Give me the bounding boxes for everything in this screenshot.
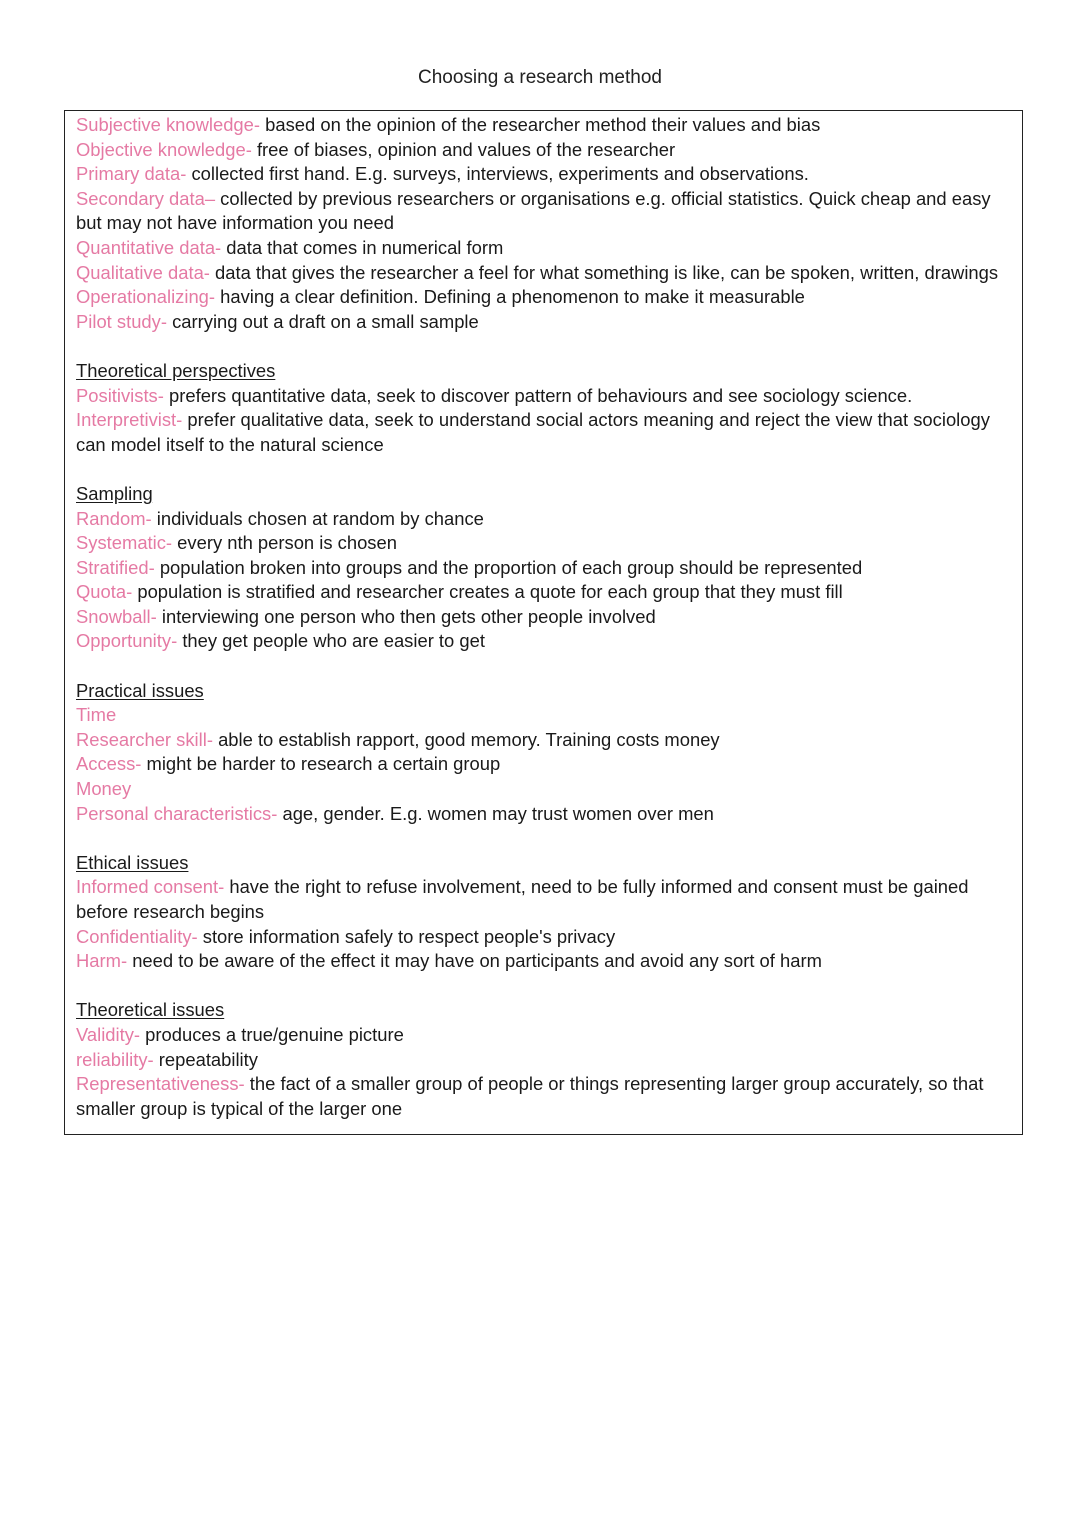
term-definition: able to establish rapport, good memory. Training costs money xyxy=(218,728,720,750)
term-label: Money xyxy=(76,778,132,800)
definition-item xyxy=(76,777,1012,802)
definition-item xyxy=(76,408,1012,457)
definition-item xyxy=(76,285,1012,310)
term-definition: having a clear definition. Defining a phenomenon to make it measurable xyxy=(220,286,805,308)
term-definition: carrying out a draft on a small sample xyxy=(172,310,479,332)
term-definition: they get people who are easier to get xyxy=(182,630,485,652)
term-definition: repeatability xyxy=(158,1048,258,1070)
term-label: Objective knowledge- xyxy=(76,138,257,160)
term-label: Informed consent- xyxy=(76,876,230,898)
term-label: Representativeness- xyxy=(76,1073,250,1095)
definition-item xyxy=(76,113,1012,138)
term-definition: might be harder to research a certain group xyxy=(146,753,501,775)
definition-item xyxy=(76,703,1012,728)
term-label: Systematic- xyxy=(76,532,178,554)
term-definition: prefer qualitative data, seek to understand social actors meaning and reject the view that sociology can model itself to the natural science xyxy=(76,409,990,455)
notes-box xyxy=(64,110,1023,1135)
term-definition: the fact of a smaller group of people or things representing larger group accurately, so that smaller group is typical of the larger one xyxy=(76,1073,984,1119)
definition-item xyxy=(76,629,1012,654)
definition-item xyxy=(76,507,1012,532)
term-label: Quantitative data- xyxy=(76,236,227,258)
term-definition: produces a true/genuine picture xyxy=(145,1023,404,1045)
definition-item xyxy=(76,875,1012,924)
term-label: Snowball- xyxy=(76,605,162,627)
definitions-list xyxy=(76,113,1012,334)
term-definition: data that gives the researcher a feel for what something is like, can be spoken, written, drawings xyxy=(215,261,999,283)
definition-item xyxy=(76,261,1012,286)
page-title: Choosing a research method xyxy=(418,67,662,88)
definition-item xyxy=(76,531,1012,556)
section-heading: Practical issues xyxy=(76,679,204,701)
definition-item xyxy=(76,605,1012,630)
term-label: Primary data- xyxy=(76,163,192,185)
definition-item xyxy=(76,580,1012,605)
definition-item xyxy=(76,310,1012,335)
definition-item xyxy=(76,1023,1012,1048)
term-label: reliability- xyxy=(76,1048,159,1070)
term-label: Opportunity- xyxy=(76,630,183,652)
definition-item xyxy=(76,1048,1012,1073)
definition-item xyxy=(76,384,1012,409)
term-definition: collected by previous researchers or organisations e.g. official statistics. Quick cheap and easy but may not have information you need xyxy=(76,187,991,234)
section-theoretical-issues xyxy=(76,998,1012,1121)
term-label: Random- xyxy=(76,507,157,529)
term-definition: prefers quantitative data, seek to discover pattern of behaviours and see sociology science. xyxy=(169,384,913,406)
term-definition: age, gender. E.g. women may trust women over men xyxy=(282,802,714,824)
term-label: Quota- xyxy=(76,581,138,603)
section-heading: Sampling xyxy=(76,482,153,504)
term-label: Confidentiality- xyxy=(76,925,203,947)
section-sampling xyxy=(76,482,1012,654)
term-label: Access- xyxy=(76,753,147,775)
definition-item xyxy=(76,949,1012,974)
section-heading: Ethical issues xyxy=(76,851,189,873)
term-definition: store information safely to respect people's privacy xyxy=(202,925,616,947)
definition-item xyxy=(76,162,1012,187)
definition-item xyxy=(76,556,1012,581)
definition-item xyxy=(76,1072,1012,1121)
term-label: Secondary data– xyxy=(76,187,221,209)
term-definition: free of biases, opinion and values of the researcher xyxy=(256,138,676,160)
term-definition: population broken into groups and the proportion of each group should be represented xyxy=(159,556,863,578)
definition-item xyxy=(76,236,1012,261)
term-definition: individuals chosen at random by chance xyxy=(156,507,484,529)
definition-item xyxy=(76,752,1012,777)
term-label: Stratified- xyxy=(76,556,160,578)
term-label: Time xyxy=(76,704,117,726)
definition-item xyxy=(76,728,1012,753)
term-definition: have the right to refuse involvement, need to be fully informed and consent must be gained before research begins xyxy=(76,876,969,922)
term-label: Interpretivist- xyxy=(76,409,188,431)
definition-item xyxy=(76,925,1012,950)
term-label: Validity- xyxy=(76,1023,146,1045)
term-definition: based on the opinion of the researcher method their values and bias xyxy=(265,114,821,135)
definition-item xyxy=(76,187,1012,236)
term-label: Subjective knowledge- xyxy=(76,114,266,135)
term-label: Researcher skill- xyxy=(76,728,219,750)
term-label: Personal characteristics- xyxy=(76,802,283,824)
section-heading: Theoretical perspectives xyxy=(76,359,276,381)
term-definition: interviewing one person who then gets other people involved xyxy=(161,605,656,627)
term-definition: collected first hand. E.g. surveys, interviews, experiments and observations. xyxy=(191,163,809,185)
term-definition: data that comes in numerical form xyxy=(226,236,504,258)
definition-item xyxy=(76,802,1012,827)
section-ethical-issues xyxy=(76,851,1012,974)
section-practical-issues xyxy=(76,679,1012,827)
term-label: Pilot study- xyxy=(76,310,173,332)
term-definition: every nth person is chosen xyxy=(177,532,397,554)
term-label: Harm- xyxy=(76,950,133,972)
section-theoretical-perspectives xyxy=(76,359,1012,457)
term-label: Qualitative data- xyxy=(76,261,216,283)
term-label: Operationalizing- xyxy=(76,286,221,308)
term-definition: need to be aware of the effect it may have on participants and avoid any sort of harm xyxy=(132,950,822,972)
definition-item xyxy=(76,138,1012,163)
section-heading: Theoretical issues xyxy=(76,999,225,1021)
term-definition: population is stratified and researcher creates a quote for each group that they must fill xyxy=(137,581,843,603)
term-label: Positivists- xyxy=(76,384,169,406)
